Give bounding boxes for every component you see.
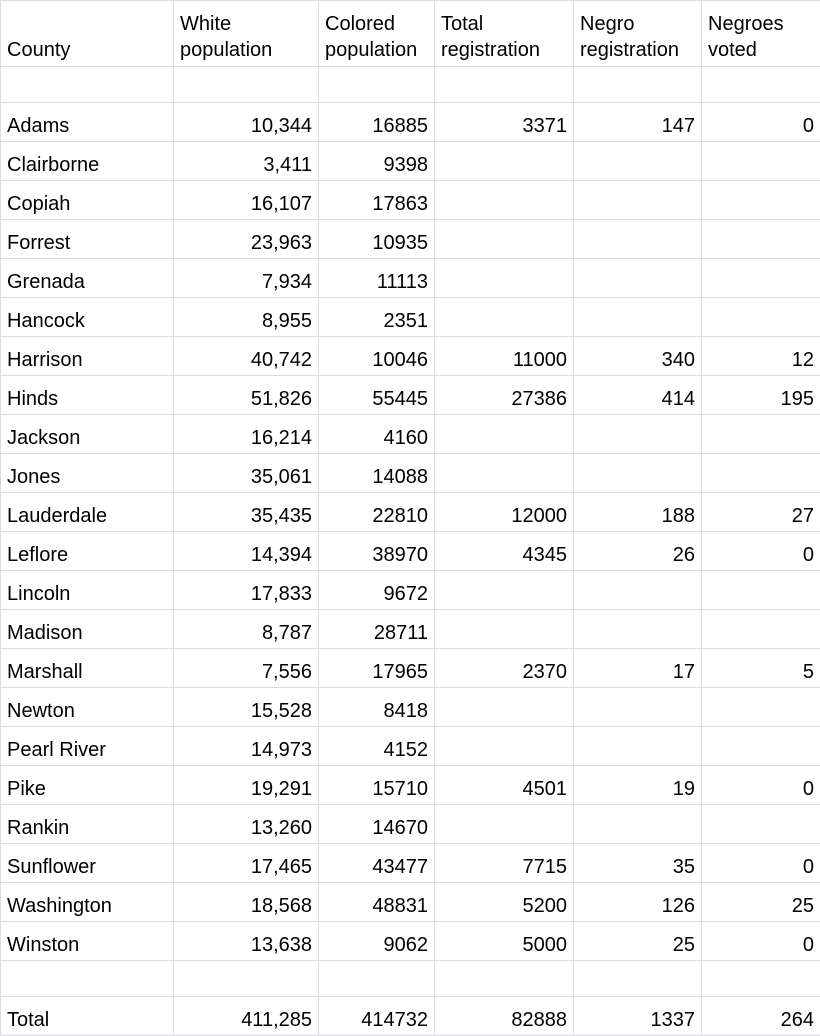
negroes-voted-cell[interactable] <box>702 181 820 220</box>
county-cell[interactable]: Grenada <box>1 259 174 298</box>
colored-population-cell[interactable]: 2351 <box>319 298 435 337</box>
county-cell[interactable]: Washington <box>1 883 174 922</box>
table-row <box>1 415 820 454</box>
total-colored-population-cell[interactable]: 414732 <box>319 997 435 1036</box>
negroes-voted-cell[interactable]: 25 <box>702 883 820 922</box>
white-population-cell[interactable]: 18,568 <box>174 883 319 922</box>
negro-registration-cell[interactable]: 35 <box>574 844 702 883</box>
negro-registration-cell[interactable]: 147 <box>574 103 702 142</box>
county-cell[interactable]: Harrison <box>1 337 174 376</box>
white-population-cell[interactable]: 7,556 <box>174 649 319 688</box>
table-row <box>1 649 820 688</box>
colored-population-cell[interactable]: 9672 <box>319 571 435 610</box>
negroes-voted-cell[interactable]: 0 <box>702 766 820 805</box>
negro-registration-cell[interactable] <box>574 181 702 220</box>
colored-population-cell[interactable]: 8418 <box>319 688 435 727</box>
negroes-voted-cell[interactable] <box>702 727 820 766</box>
colored-population-cell[interactable]: 17965 <box>319 649 435 688</box>
table-row <box>1 844 820 883</box>
white-population-cell[interactable]: 16,214 <box>174 415 319 454</box>
table-row <box>1 142 820 181</box>
negro-registration-cell[interactable] <box>574 220 702 259</box>
white-population-cell[interactable]: 19,291 <box>174 766 319 805</box>
county-cell[interactable]: Forrest <box>1 220 174 259</box>
negroes-voted-cell[interactable]: 27 <box>702 493 820 532</box>
negro-registration-cell[interactable] <box>574 727 702 766</box>
county-cell[interactable]: Sunflower <box>1 844 174 883</box>
white-population-cell[interactable]: 23,963 <box>174 220 319 259</box>
negroes-voted-cell[interactable] <box>702 298 820 337</box>
white-population-cell[interactable]: 8,787 <box>174 610 319 649</box>
header-cell-negroes-voted[interactable]: Negroes voted <box>702 1 820 67</box>
empty-cell[interactable] <box>1 67 174 103</box>
table-row <box>1 181 820 220</box>
white-population-cell[interactable]: 13,260 <box>174 805 319 844</box>
negro-registration-cell[interactable]: 17 <box>574 649 702 688</box>
county-cell[interactable]: Winston <box>1 922 174 961</box>
total-white-population-cell[interactable]: 411,285 <box>174 997 319 1036</box>
colored-population-cell[interactable]: 9062 <box>319 922 435 961</box>
negroes-voted-cell[interactable]: 0 <box>702 922 820 961</box>
total-registration-cell[interactable] <box>435 727 574 766</box>
negro-registration-cell[interactable] <box>574 805 702 844</box>
table-row <box>1 454 820 493</box>
total-registration-cell[interactable]: 12000 <box>435 493 574 532</box>
negro-registration-cell[interactable]: 25 <box>574 922 702 961</box>
county-cell[interactable]: Marshall <box>1 649 174 688</box>
negroes-voted-cell[interactable] <box>702 220 820 259</box>
colored-population-cell[interactable]: 48831 <box>319 883 435 922</box>
colored-population-cell[interactable]: 10046 <box>319 337 435 376</box>
negro-registration-cell[interactable]: 340 <box>574 337 702 376</box>
negroes-voted-cell[interactable] <box>702 610 820 649</box>
table-row <box>1 883 820 922</box>
table-row <box>1 103 820 142</box>
county-cell[interactable]: Adams <box>1 103 174 142</box>
county-cell[interactable]: Jackson <box>1 415 174 454</box>
total-negro-registration-cell[interactable]: 1337 <box>574 997 702 1036</box>
total-label-cell[interactable]: Total <box>1 997 174 1036</box>
negroes-voted-cell[interactable] <box>702 688 820 727</box>
colored-population-cell[interactable]: 4160 <box>319 415 435 454</box>
header-cell-colored-population[interactable]: Colored population <box>319 1 435 67</box>
total-registration-cell[interactable]: 4501 <box>435 766 574 805</box>
negroes-voted-cell[interactable] <box>702 142 820 181</box>
total-registration-cell[interactable] <box>435 805 574 844</box>
negro-registration-cell[interactable] <box>574 415 702 454</box>
county-cell[interactable]: Lauderdale <box>1 493 174 532</box>
white-population-cell[interactable]: 7,934 <box>174 259 319 298</box>
negro-registration-cell[interactable] <box>574 571 702 610</box>
negro-registration-cell[interactable] <box>574 259 702 298</box>
empty-cell[interactable] <box>319 67 435 103</box>
colored-population-cell[interactable]: 28711 <box>319 610 435 649</box>
county-cell[interactable]: Rankin <box>1 805 174 844</box>
white-population-cell[interactable]: 17,465 <box>174 844 319 883</box>
table-row <box>1 610 820 649</box>
county-cell[interactable]: Hancock <box>1 298 174 337</box>
negro-registration-cell[interactable]: 26 <box>574 532 702 571</box>
colored-population-cell[interactable]: 38970 <box>319 532 435 571</box>
negro-registration-cell[interactable]: 19 <box>574 766 702 805</box>
total-negroes-voted-cell[interactable]: 264 <box>702 997 820 1036</box>
white-population-cell[interactable]: 35,061 <box>174 454 319 493</box>
white-population-cell[interactable]: 35,435 <box>174 493 319 532</box>
white-population-cell[interactable]: 14,394 <box>174 532 319 571</box>
empty-cell[interactable] <box>702 67 820 103</box>
header-row <box>1 1 820 67</box>
empty-cell[interactable] <box>574 67 702 103</box>
total-registration-cell[interactable]: 7715 <box>435 844 574 883</box>
total-registration-cell[interactable]: 3371 <box>435 103 574 142</box>
county-cell[interactable]: Newton <box>1 688 174 727</box>
header-cell-white-population[interactable]: White population <box>174 1 319 67</box>
negroes-voted-cell[interactable] <box>702 259 820 298</box>
negro-registration-cell[interactable] <box>574 610 702 649</box>
white-population-cell[interactable]: 13,638 <box>174 922 319 961</box>
table-row <box>1 766 820 805</box>
table-row <box>1 532 820 571</box>
empty-cell[interactable] <box>435 67 574 103</box>
negroes-voted-cell[interactable] <box>702 571 820 610</box>
colored-population-cell[interactable]: 43477 <box>319 844 435 883</box>
total-registration-cell[interactable] <box>435 181 574 220</box>
white-population-cell[interactable]: 16,107 <box>174 181 319 220</box>
total-registration-cell[interactable] <box>435 298 574 337</box>
total-registration-cell[interactable]: 5000 <box>435 922 574 961</box>
colored-population-cell[interactable]: 9398 <box>319 142 435 181</box>
empty-row <box>1 67 820 103</box>
negroes-voted-cell[interactable]: 195 <box>702 376 820 415</box>
negro-registration-cell[interactable]: 188 <box>574 493 702 532</box>
negroes-voted-cell[interactable]: 0 <box>702 103 820 142</box>
total-registration-cell[interactable]: 4345 <box>435 532 574 571</box>
table-row <box>1 220 820 259</box>
header-cell-total-registration[interactable]: Total registration <box>435 1 574 67</box>
county-cell[interactable]: Pearl River <box>1 727 174 766</box>
colored-population-cell[interactable]: 15710 <box>319 766 435 805</box>
colored-population-cell[interactable]: 55445 <box>319 376 435 415</box>
white-population-cell[interactable]: 15,528 <box>174 688 319 727</box>
table-row <box>1 688 820 727</box>
negroes-voted-cell[interactable]: 0 <box>702 532 820 571</box>
total-registration-cell[interactable] <box>435 142 574 181</box>
total-registration-cell[interactable] <box>435 259 574 298</box>
negro-registration-cell[interactable] <box>574 298 702 337</box>
empty-cell[interactable] <box>174 67 319 103</box>
colored-population-cell[interactable]: 10935 <box>319 220 435 259</box>
table-row <box>1 805 820 844</box>
white-population-cell[interactable]: 14,973 <box>174 727 319 766</box>
table-row <box>1 571 820 610</box>
county-cell[interactable]: Clairborne <box>1 142 174 181</box>
table-row <box>1 493 820 532</box>
white-population-cell[interactable]: 10,344 <box>174 103 319 142</box>
total-registration-cell[interactable] <box>435 454 574 493</box>
white-population-cell[interactable]: 51,826 <box>174 376 319 415</box>
total-registration-cell[interactable] <box>435 688 574 727</box>
negroes-voted-cell[interactable]: 12 <box>702 337 820 376</box>
county-cell[interactable]: Hinds <box>1 376 174 415</box>
total-registration-cell[interactable] <box>435 571 574 610</box>
negroes-voted-cell[interactable]: 5 <box>702 649 820 688</box>
total-registration-cell[interactable]: 11000 <box>435 337 574 376</box>
county-cell[interactable]: Lincoln <box>1 571 174 610</box>
colored-population-cell[interactable]: 17863 <box>319 181 435 220</box>
table-row <box>1 298 820 337</box>
total-registration-cell[interactable]: 5200 <box>435 883 574 922</box>
total-registration-cell[interactable] <box>435 220 574 259</box>
negro-registration-cell[interactable] <box>574 142 702 181</box>
white-population-cell[interactable]: 40,742 <box>174 337 319 376</box>
total-row <box>1 997 820 1036</box>
table-row <box>1 727 820 766</box>
table-row <box>1 376 820 415</box>
colored-population-cell[interactable]: 22810 <box>319 493 435 532</box>
colored-population-cell[interactable]: 14670 <box>319 805 435 844</box>
header-cell-negro-registration[interactable]: Negro registration <box>574 1 702 67</box>
white-population-cell[interactable]: 3,411 <box>174 142 319 181</box>
table-row <box>1 259 820 298</box>
table-row <box>1 337 820 376</box>
total-registration-cell[interactable] <box>435 415 574 454</box>
county-cell[interactable]: Madison <box>1 610 174 649</box>
colored-population-cell[interactable]: 16885 <box>319 103 435 142</box>
spreadsheet-body <box>1 1 820 1036</box>
total-registration-cell[interactable]: 27386 <box>435 376 574 415</box>
negroes-voted-cell[interactable] <box>702 805 820 844</box>
table-row <box>1 922 820 961</box>
county-cell[interactable]: Copiah <box>1 181 174 220</box>
county-cell[interactable]: Leflore <box>1 532 174 571</box>
total-registration-cell[interactable] <box>435 610 574 649</box>
negroes-voted-cell[interactable] <box>702 415 820 454</box>
total-registration-cell[interactable]: 2370 <box>435 649 574 688</box>
white-population-cell[interactable]: 17,833 <box>174 571 319 610</box>
negroes-voted-cell[interactable]: 0 <box>702 844 820 883</box>
negro-registration-cell[interactable]: 126 <box>574 883 702 922</box>
negro-registration-cell[interactable] <box>574 454 702 493</box>
colored-population-cell[interactable]: 11113 <box>319 259 435 298</box>
white-population-cell[interactable]: 8,955 <box>174 298 319 337</box>
total-registration-cell[interactable]: 82888 <box>435 997 574 1036</box>
colored-population-cell[interactable]: 4152 <box>319 727 435 766</box>
county-cell[interactable]: Pike <box>1 766 174 805</box>
colored-population-cell[interactable]: 14088 <box>319 454 435 493</box>
county-cell[interactable]: Jones <box>1 454 174 493</box>
header-cell-county[interactable]: County <box>1 1 174 67</box>
negro-registration-cell[interactable]: 414 <box>574 376 702 415</box>
negro-registration-cell[interactable] <box>574 688 702 727</box>
negroes-voted-cell[interactable] <box>702 454 820 493</box>
